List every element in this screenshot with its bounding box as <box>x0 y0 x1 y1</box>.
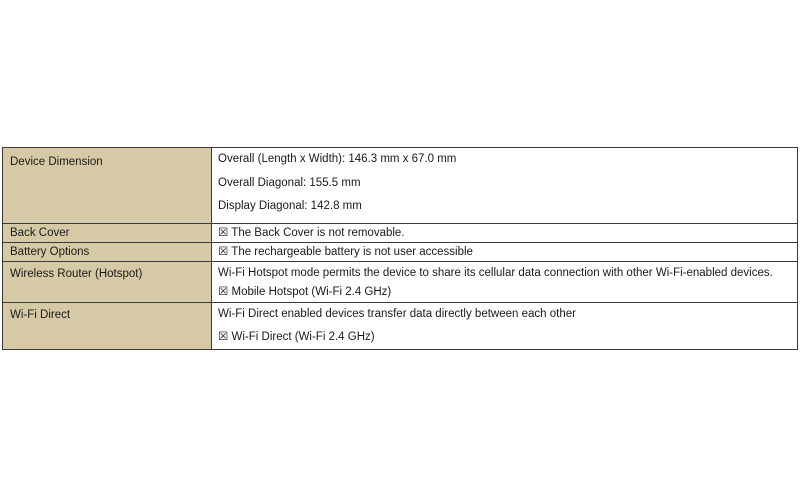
spec-row-battery-options <box>3 243 798 262</box>
spec-value-line: Wi-Fi Hotspot mode permits the device to share its cellular data connection with other Wi-Fi-enabled devices. <box>218 267 773 279</box>
spec-value-line: ☒ The Back Cover is not removable. <box>218 227 405 239</box>
spec-label-text: Back Cover <box>10 227 70 239</box>
spec-value <box>212 303 798 350</box>
spec-label <box>3 224 212 243</box>
spec-value-line: ☒ Wi-Fi Direct (Wi-Fi 2.4 GHz) <box>218 331 375 343</box>
spec-value-line: Overall Diagonal: 155.5 mm <box>218 176 361 189</box>
spec-value-line: ☒ Mobile Hotspot (Wi-Fi 2.4 GHz) <box>218 286 392 298</box>
spec-label-text: Wireless Router (Hotspot) <box>10 268 143 280</box>
spec-table <box>2 147 798 350</box>
spec-value-line: Display Diagonal: 142.8 mm <box>218 200 362 213</box>
spec-value <box>212 148 798 224</box>
spec-label-text: Device Dimension <box>10 156 103 168</box>
spec-label <box>3 148 212 224</box>
spec-label-text: Wi-Fi Direct <box>10 309 71 321</box>
spec-value-line: Wi-Fi Direct enabled devices transfer data directly between each other <box>218 308 576 320</box>
spec-label-text: Battery Options <box>10 246 90 258</box>
spec-value <box>212 262 798 303</box>
spec-value <box>212 243 798 262</box>
spec-row-device-dimension <box>3 148 798 224</box>
spec-value-line: ☒ The rechargeable battery is not user accessible <box>218 246 473 258</box>
spec-label <box>3 243 212 262</box>
spec-row-wireless-router <box>3 262 798 303</box>
spec-label <box>3 262 212 303</box>
spec-value <box>212 224 798 243</box>
spec-value-line: Overall (Length x Width): 146.3 mm x 67.0 mm <box>218 153 457 165</box>
spec-row-wifi-direct <box>3 303 798 350</box>
spec-row-back-cover <box>3 224 798 243</box>
spec-label <box>3 303 212 350</box>
